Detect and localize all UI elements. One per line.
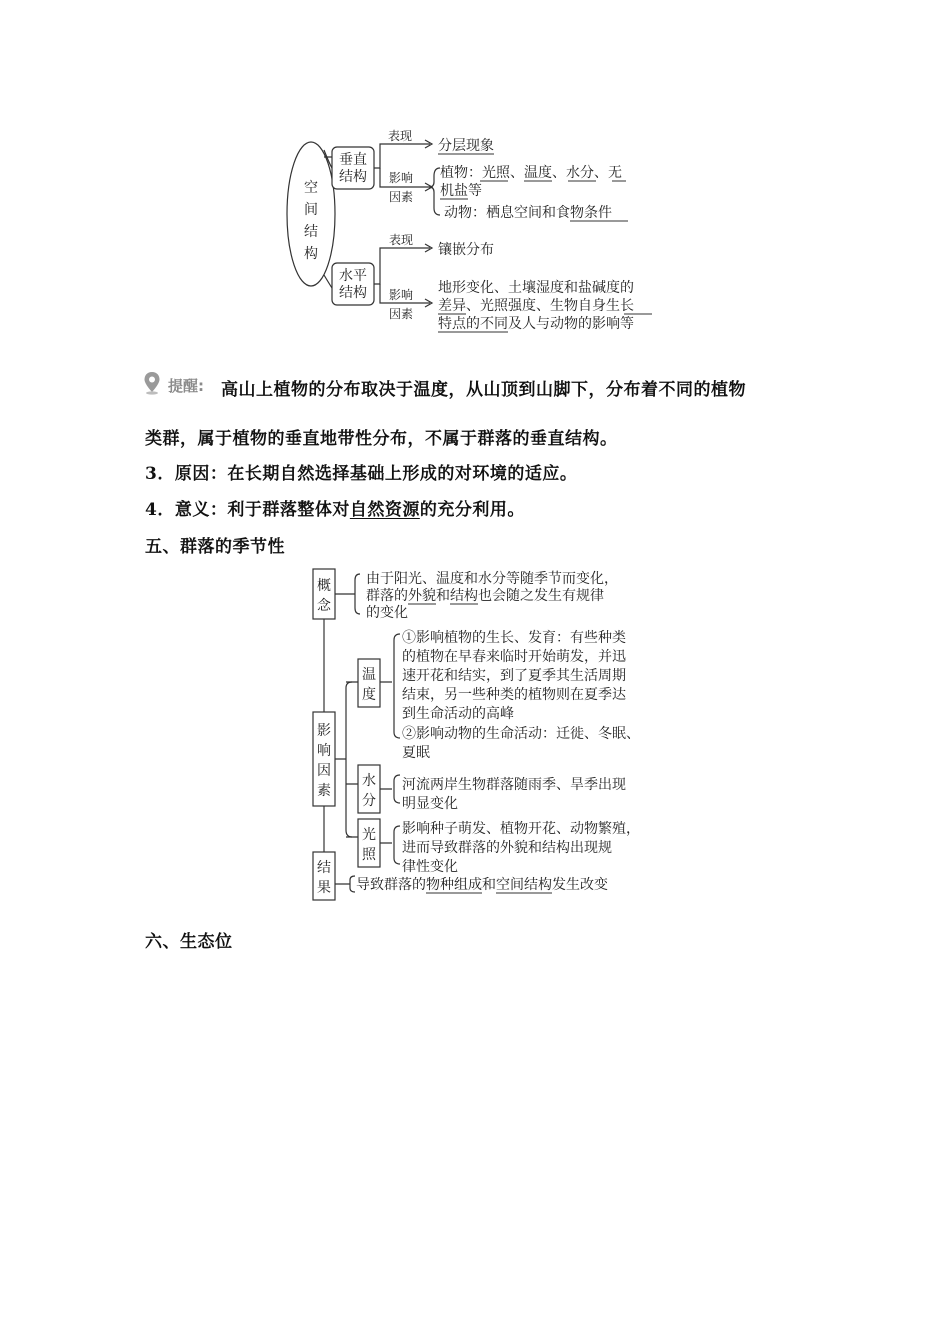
section-5-heading: 五、群落的季节性 (145, 537, 285, 557)
water-line: 明显变化 (402, 796, 458, 812)
box-label: 因 (317, 763, 331, 779)
box-label: 垂直 (339, 152, 367, 168)
plant-factor-line: 机盐等 (440, 183, 482, 199)
concept-line: 由于阳光、温度和水分等随季节而变化， (366, 571, 618, 587)
box-label: 素 (317, 783, 331, 799)
box-label: 结 (317, 860, 331, 876)
water-line: 河流两岸生物群落随雨季、旱季出现 (402, 777, 626, 793)
spatial-structure-diagram (280, 120, 680, 340)
branch-label: 因素 (389, 190, 414, 204)
result-line: 导致群落的物种组成和空间结构发生改变 (356, 877, 608, 893)
section-6-heading: 六、生态位 (145, 932, 233, 952)
temperature-line: ①影响植物的生长、发育：有些种类 (402, 630, 626, 646)
branch-line (374, 144, 430, 168)
horizontal-factor-line: 地形变化、土壤湿度和盐碱度的 (438, 280, 634, 296)
temperature-line: 到生命活动的高峰 (402, 706, 514, 722)
animal-factor-line: 动物：栖息空间和食物条件 (444, 205, 612, 221)
item-4-text: 4．意义：利于群落整体对自然资源的充分利用。 (145, 500, 525, 520)
concept-line: 群落的外貌和结构也会随之发生有规律 (366, 588, 604, 604)
box-label: 果 (317, 880, 331, 896)
temperature-line: 结束，另一些种类的植物则在夏季达 (402, 687, 626, 703)
brace (335, 876, 355, 892)
box-label: 结构 (339, 285, 367, 301)
light-line: 律性变化 (402, 859, 458, 875)
vertical-expression-value: 分层现象 (438, 138, 494, 154)
connector (324, 275, 332, 288)
light-line: 影响种子萌发、植物开花、动物繁殖， (402, 821, 640, 837)
box-label: 分 (362, 793, 376, 809)
temperature-line: ②影响动物的生命活动：迁徙、冬眠、 (402, 726, 640, 742)
box-label: 光 (362, 827, 376, 843)
box-label: 念 (317, 598, 331, 614)
branch-label: 因素 (389, 307, 414, 321)
plant-factor-line: 植物：光照、温度、水分、无 (440, 165, 622, 181)
branch-label: 影响 (389, 171, 414, 185)
root-char: 间 (304, 202, 318, 218)
horizontal-factor-line: 特点的不同及人与动物的影响等 (438, 316, 634, 332)
box-label: 水平 (339, 268, 367, 284)
tip-line: 类群，属于植物的垂直地带性分布，不属于群落的垂直结构。 (145, 429, 618, 449)
brace (335, 682, 352, 837)
brace (380, 826, 400, 864)
item-3-text: 3．原因：在长期自然选择基础上形成的对环境的适应。 (145, 464, 578, 484)
concept-line: 的变化 (366, 605, 408, 621)
light-line: 进而导致群落的外貌和结构出现规 (402, 840, 612, 856)
horizontal-factor-line: 差异、光照强度、生物自身生长 (438, 298, 634, 314)
box-label: 度 (362, 687, 376, 703)
box-label: 照 (362, 847, 376, 863)
box-label: 概 (317, 578, 331, 594)
branch-label: 表现 (388, 129, 413, 143)
box-label: 影 (317, 723, 331, 739)
tip-line: 高山上植物的分布取决于温度，从山顶到山脚下，分布着不同的植物 (221, 380, 746, 400)
seasonality-diagram (300, 562, 660, 907)
connector (324, 150, 332, 168)
horizontal-expression-value: 镶嵌分布 (438, 242, 494, 258)
root-char: 构 (304, 246, 318, 262)
branch-line (374, 248, 430, 284)
box-label: 温 (362, 667, 376, 683)
root-char: 空 (304, 180, 318, 196)
root-char: 结 (304, 224, 318, 240)
brace (335, 574, 360, 614)
brace (380, 634, 400, 738)
temperature-line: 的植物在早春来临时开始萌发，并迅 (402, 649, 626, 665)
tip-label: 提醒: (168, 377, 204, 395)
branch-label: 表现 (389, 233, 414, 247)
branch-label: 影响 (389, 288, 414, 302)
box-label: 响 (317, 743, 331, 759)
box-label: 水 (362, 773, 376, 789)
factor-brace (429, 168, 440, 215)
branch-line (346, 682, 358, 837)
box-label: 结构 (339, 169, 367, 185)
temperature-line: 夏眠 (402, 745, 430, 761)
pin-icon (143, 371, 165, 395)
brace (380, 775, 400, 803)
temperature-line: 速开花和结实，到了夏季其生活周期 (402, 668, 626, 684)
